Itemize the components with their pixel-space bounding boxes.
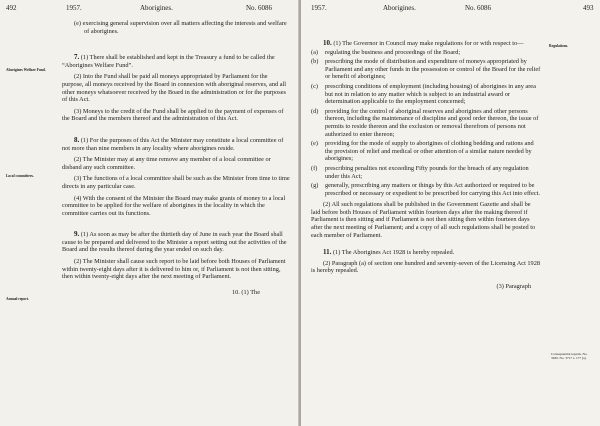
left-catchword: 10. (1) The	[231, 288, 260, 296]
regulation-item-label: (f)	[311, 164, 318, 172]
section-11-2: (2) Paragraph (a) of section one hundred and seventy-seven of the Licensing Act 1928 is hereby repealed.	[311, 259, 540, 275]
right-catchword: (3) Paragraph	[496, 283, 531, 291]
right-page-number: 493	[583, 4, 594, 12]
regulation-items-list	[311, 49, 541, 198]
section-8-1	[62, 137, 290, 152]
regulation-item	[311, 49, 541, 57]
regulation-item-text: prescribing conditions of employment (including housing) of aborigines in any area but not in relation to any matter which is subject to an industrial award or determination applicable to the employment concerned;	[325, 82, 536, 106]
regulation-item-text: providing for the control of aboriginal reserves and aborigines and other persons thereon, including the maintenance of discipline and good order thereon, the issue of permits to reside thereon and the exclusion or removal therefrom of persons not authorized to enter thereon;	[325, 107, 539, 138]
section-7-1-text: (1) There shall be established and kept in the Treasury a fund to be called the “Aborigines Welfare Fund”.	[62, 54, 275, 69]
section-8-1-text: (1) For the purposes of this Act the Minister may constitute a local committee of not more than nine members in any locality where aborigines reside.	[62, 136, 284, 152]
regulation-item-label: (e)	[311, 140, 318, 148]
margin-note-fund: Aborigines Welfare Fund.	[6, 68, 46, 72]
section-9-1-text: (1) As soon as may be after the thirtieth day of June in each year the Board shall cause to be prepared and delivered to the Minister a report setting out the activities of the Board and the results thereof during the year ended on such day.	[62, 231, 287, 254]
regulation-item-label: (b)	[311, 58, 319, 66]
section-9-1	[62, 231, 290, 254]
regulation-item-text: prescribing the mode of distribution and expenditure of moneys appropriated by Parliament and any other funds in the possession or control of the Board for the relief or benefit of aborigines;	[325, 58, 541, 81]
section-10-number: 10.	[323, 39, 332, 47]
section-8-2: (2) The Minister may at any time remove any member of a local committee or disband any such committee.	[62, 156, 271, 171]
left-title: Aborigines.	[140, 4, 173, 12]
regulation-item-label: (d)	[311, 107, 319, 115]
section-7-1	[62, 54, 290, 69]
margin-note-local: Local committees.	[6, 174, 34, 178]
margin-note-regulations: Regulations.	[549, 44, 569, 48]
margin-note-annual: Annual report.	[6, 297, 29, 301]
section-7-3: (3) Moneys to the credit of the Fund shall be applied to the payment of expenses of the Board and the members thereof and the administration of this Act.	[62, 107, 284, 123]
regulation-item	[311, 182, 541, 197]
section-7-number: 7.	[74, 53, 80, 62]
section-10-2: (2) All such regulations shall be published in the Government Gazette and shall be laid before both Houses of Parliament within fourteen days after the making thereof if Parliament is then sitting and if Parliament is not then sitting then within fourteen days after the next meeting of Parliament; and a copy of all such regulations shall be posted to each member of Parliament.	[311, 201, 536, 239]
section-11-1	[311, 249, 541, 257]
regulation-item-label: (c)	[311, 82, 318, 90]
regulation-item-text: providing for the mode of supply to aborigines of clothing bedding and rations and the provision of relief and medical or other attention of a similar nature needed by aborigines;	[325, 140, 534, 163]
section-8-4: (4) With the consent of the Minister the Board may make grants of money to a local committee to be applied for the welfare of aborigines in the locality in which the committee carries out its functions.	[62, 194, 286, 217]
regulation-item	[311, 83, 541, 106]
left-body	[62, 20, 290, 296]
section-11-number: 11.	[323, 248, 332, 257]
section-9-number: 9.	[74, 230, 80, 239]
regulation-item	[311, 108, 541, 138]
section-8-number: 8.	[74, 135, 80, 144]
right-act-no: No. 6086	[465, 4, 492, 12]
section-10-1	[311, 40, 541, 48]
section-7-2: (2) Into the Fund shall be paid all moneys appropriated by Parliament for the purpose, all moneys received by the Board in connexion with aboriginal reserves, and all other moneys whatsoever received by the Board in the administration or for the purposes of this Act.	[62, 73, 287, 104]
para-e: (e) exercising general supervision over all matters affecting the interests and welfare of aborigines.	[74, 20, 287, 35]
right-page	[301, 0, 600, 426]
regulation-item-text: prescribing penalties not exceeding Fifty pounds for the breach of any regulation under this Act;	[325, 164, 529, 180]
left-act-no: No. 6086	[246, 4, 273, 12]
section-8-3: (3) The functions of a local committee shall be such as the Minister from time to time directs in any particular case.	[62, 175, 290, 190]
right-title: Aborigines.	[383, 4, 416, 12]
regulation-item	[311, 165, 541, 180]
margin-note-repeals: Consequential repeals. No. 3630. No. 3717 s. 177 (a).	[551, 352, 588, 360]
right-body	[311, 40, 541, 291]
regulation-item-text: regulating the business and proceedings of the Board;	[325, 48, 461, 56]
regulation-item-label: (g)	[311, 182, 319, 190]
left-page-number: 492	[6, 4, 17, 12]
regulation-item	[311, 58, 541, 81]
regulation-item-label: (a)	[311, 48, 318, 56]
left-page	[0, 0, 299, 426]
section-9-2: (2) The Minister shall cause such report to be laid before both Houses of Parliament within twenty-eight days after it is delivered to him or, if Parliament is not then sitting, then within twenty-eight days after the next meeting of Parliament.	[62, 258, 286, 281]
regulation-item-text: generally, prescribing any matters or things by this Act authorized or required to be prescribed or necessary or expedient to be prescribed for carrying this Act into effect.	[325, 182, 540, 197]
section-10-1-text: (1) The Governor in Council may make regulations for or with respect to—	[333, 40, 524, 47]
right-year: 1957.	[311, 4, 327, 12]
regulation-item	[311, 140, 541, 163]
section-11-1-text: (1) The Aborigines Act 1928 is hereby repealed.	[332, 249, 455, 257]
left-year: 1957.	[66, 4, 82, 12]
